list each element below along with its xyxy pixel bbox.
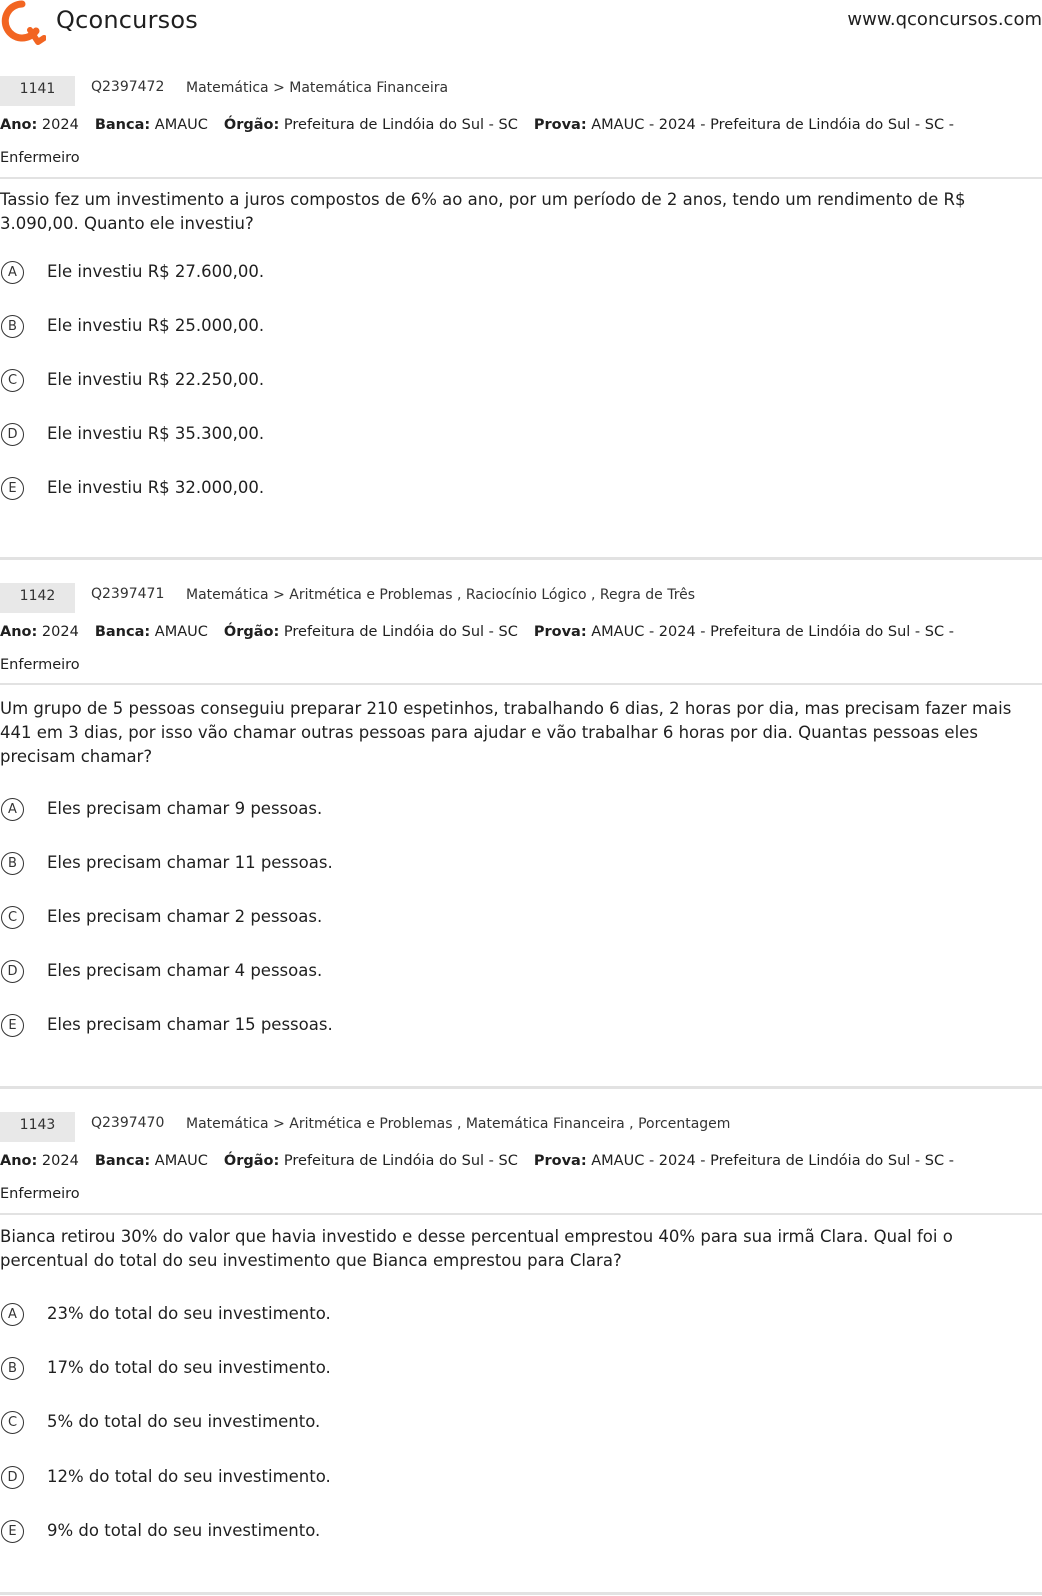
option-text: Eles precisam chamar 15 pessoas. — [47, 1015, 333, 1034]
option-text: Ele investiu R$ 25.000,00. — [47, 316, 265, 335]
option-letter-icon[interactable]: C — [1, 369, 24, 392]
option-letter-icon[interactable]: B — [1, 852, 24, 875]
option-d[interactable] — [0, 423, 900, 449]
option-text: Eles precisam chamar 4 pessoas. — [47, 961, 323, 980]
option-text: 23% do total do seu investimento. — [47, 1304, 331, 1323]
option-letter-icon[interactable]: C — [1, 1411, 24, 1434]
option-c[interactable] — [0, 1411, 900, 1437]
prova-value-cont: Enfermeiro — [0, 657, 80, 673]
option-letter-icon[interactable]: D — [1, 423, 24, 446]
option-letter-icon[interactable]: E — [1, 477, 24, 500]
question-divider — [0, 1592, 1042, 1595]
ano-label: Ano: — [0, 1153, 38, 1169]
option-text: 9% do total do seu investimento. — [47, 1521, 321, 1540]
option-e[interactable] — [0, 477, 900, 503]
option-letter-icon[interactable]: B — [1, 1357, 24, 1380]
ano-label: Ano: — [0, 117, 38, 133]
question-subject: Matemática > Aritmética e Problemas , Raciocínio Lógico , Regra de Três — [186, 587, 696, 603]
question-number: 1142 — [0, 583, 75, 613]
question-number: 1143 — [0, 1112, 75, 1142]
question-divider — [0, 557, 1042, 560]
option-text: Ele investiu R$ 32.000,00. — [47, 478, 265, 497]
ano-value: 2024 — [41, 117, 79, 133]
option-text: Eles precisam chamar 2 pessoas. — [47, 907, 323, 926]
option-letter-icon[interactable]: D — [1, 960, 24, 983]
question-id[interactable]: Q2397471 — [91, 586, 165, 602]
question-id[interactable]: Q2397470 — [91, 1115, 165, 1131]
prova-value: AMAUC - 2024 - Prefeitura de Lindóia do Sul - SC - — [591, 1153, 954, 1169]
option-text: Eles precisam chamar 11 pessoas. — [47, 853, 333, 872]
option-text: 12% do total do seu investimento. — [47, 1467, 331, 1486]
option-text: Ele investiu R$ 22.250,00. — [47, 370, 265, 389]
orgao-value: Prefeitura de Lindóia do Sul - SC — [283, 117, 518, 133]
option-text: Ele investiu R$ 35.300,00. — [47, 424, 265, 443]
option-c[interactable] — [0, 369, 900, 395]
question-text: Tassio fez um investimento a juros compostos de 6% ao ano, por um período de 2 anos, tendo um rendimento de R$ 3.090,00. Quanto ele investiu? — [0, 190, 966, 233]
banca-value: AMAUC — [154, 624, 208, 640]
option-letter-icon[interactable]: A — [1, 798, 24, 821]
logo-text[interactable]: Qconcursos — [56, 6, 198, 34]
ano-value: 2024 — [41, 1153, 79, 1169]
option-letter-icon[interactable]: A — [1, 261, 24, 284]
question-meta — [0, 109, 990, 175]
banca-label: Banca: — [94, 117, 151, 133]
prova-value-cont: Enfermeiro — [0, 150, 80, 166]
option-letter-icon[interactable]: E — [1, 1520, 24, 1543]
option-a[interactable] — [0, 1303, 900, 1329]
meta-divider — [0, 683, 1042, 685]
question-text: Um grupo de 5 pessoas conseguiu preparar 210 espetinhos, trabalhando 6 dias, 2 horas por dia, mas precisam fazer mais 441 em 3 dias, por isso vão chamar outras pessoas para ajudar e vão trabalhar 6 horas por dia. Quantas pessoas eles precisam chamar? — [0, 699, 1012, 766]
prova-value: AMAUC - 2024 - Prefeitura de Lindóia do Sul - SC - — [591, 117, 954, 133]
ano-value: 2024 — [41, 624, 79, 640]
orgao-value: Prefeitura de Lindóia do Sul - SC — [283, 1153, 518, 1169]
question-text: Bianca retirou 30% do valor que havia investido e desse percentual emprestou 40% para sua irmã Clara. Qual foi o percentual do total do seu investimento que Bianca emprestou para Clara? — [0, 1227, 953, 1270]
option-d[interactable] — [0, 960, 900, 986]
question-id[interactable]: Q2397472 — [91, 79, 165, 95]
orgao-label: Órgão: — [223, 117, 280, 133]
option-letter-icon[interactable]: B — [1, 315, 24, 338]
qconcursos-logo-icon[interactable] — [0, 0, 46, 46]
option-text: Ele investiu R$ 27.600,00. — [47, 262, 265, 281]
prova-label: Prova: — [533, 117, 587, 133]
question-meta — [0, 1145, 990, 1211]
option-d[interactable] — [0, 1466, 900, 1492]
banca-label: Banca: — [94, 1153, 151, 1169]
option-a[interactable] — [0, 261, 900, 287]
prova-value: AMAUC - 2024 - Prefeitura de Lindóia do Sul - SC - — [591, 624, 954, 640]
option-text: Eles precisam chamar 9 pessoas. — [47, 799, 323, 818]
question-meta — [0, 616, 990, 682]
orgao-label: Órgão: — [223, 1153, 280, 1169]
option-e[interactable] — [0, 1520, 900, 1546]
option-letter-icon[interactable]: E — [1, 1014, 24, 1037]
ano-label: Ano: — [0, 624, 38, 640]
option-b[interactable] — [0, 852, 900, 878]
meta-divider — [0, 1213, 1042, 1215]
banca-label: Banca: — [94, 624, 151, 640]
meta-divider — [0, 177, 1042, 179]
prova-label: Prova: — [533, 624, 587, 640]
banca-value: AMAUC — [154, 1153, 208, 1169]
option-letter-icon[interactable]: C — [1, 906, 24, 929]
prova-label: Prova: — [533, 1153, 587, 1169]
option-letter-icon[interactable]: D — [1, 1466, 24, 1489]
question-number: 1141 — [0, 76, 75, 106]
option-a[interactable] — [0, 798, 900, 824]
page-header — [0, 0, 1042, 50]
question-subject: Matemática > Matemática Financeira — [186, 80, 449, 96]
question-subject: Matemática > Aritmética e Problemas , Matemática Financeira , Porcentagem — [186, 1116, 731, 1132]
option-e[interactable] — [0, 1014, 900, 1040]
option-c[interactable] — [0, 906, 900, 932]
orgao-label: Órgão: — [223, 624, 280, 640]
banca-value: AMAUC — [154, 117, 208, 133]
question-divider — [0, 1086, 1042, 1089]
prova-value-cont: Enfermeiro — [0, 1186, 80, 1202]
option-text: 17% do total do seu investimento. — [47, 1358, 331, 1377]
orgao-value: Prefeitura de Lindóia do Sul - SC — [283, 624, 518, 640]
option-b[interactable] — [0, 1357, 900, 1383]
option-text: 5% do total do seu investimento. — [47, 1412, 321, 1431]
option-letter-icon[interactable]: A — [1, 1303, 24, 1326]
site-url[interactable]: www.qconcursos.com — [847, 9, 1042, 30]
option-b[interactable] — [0, 315, 900, 341]
